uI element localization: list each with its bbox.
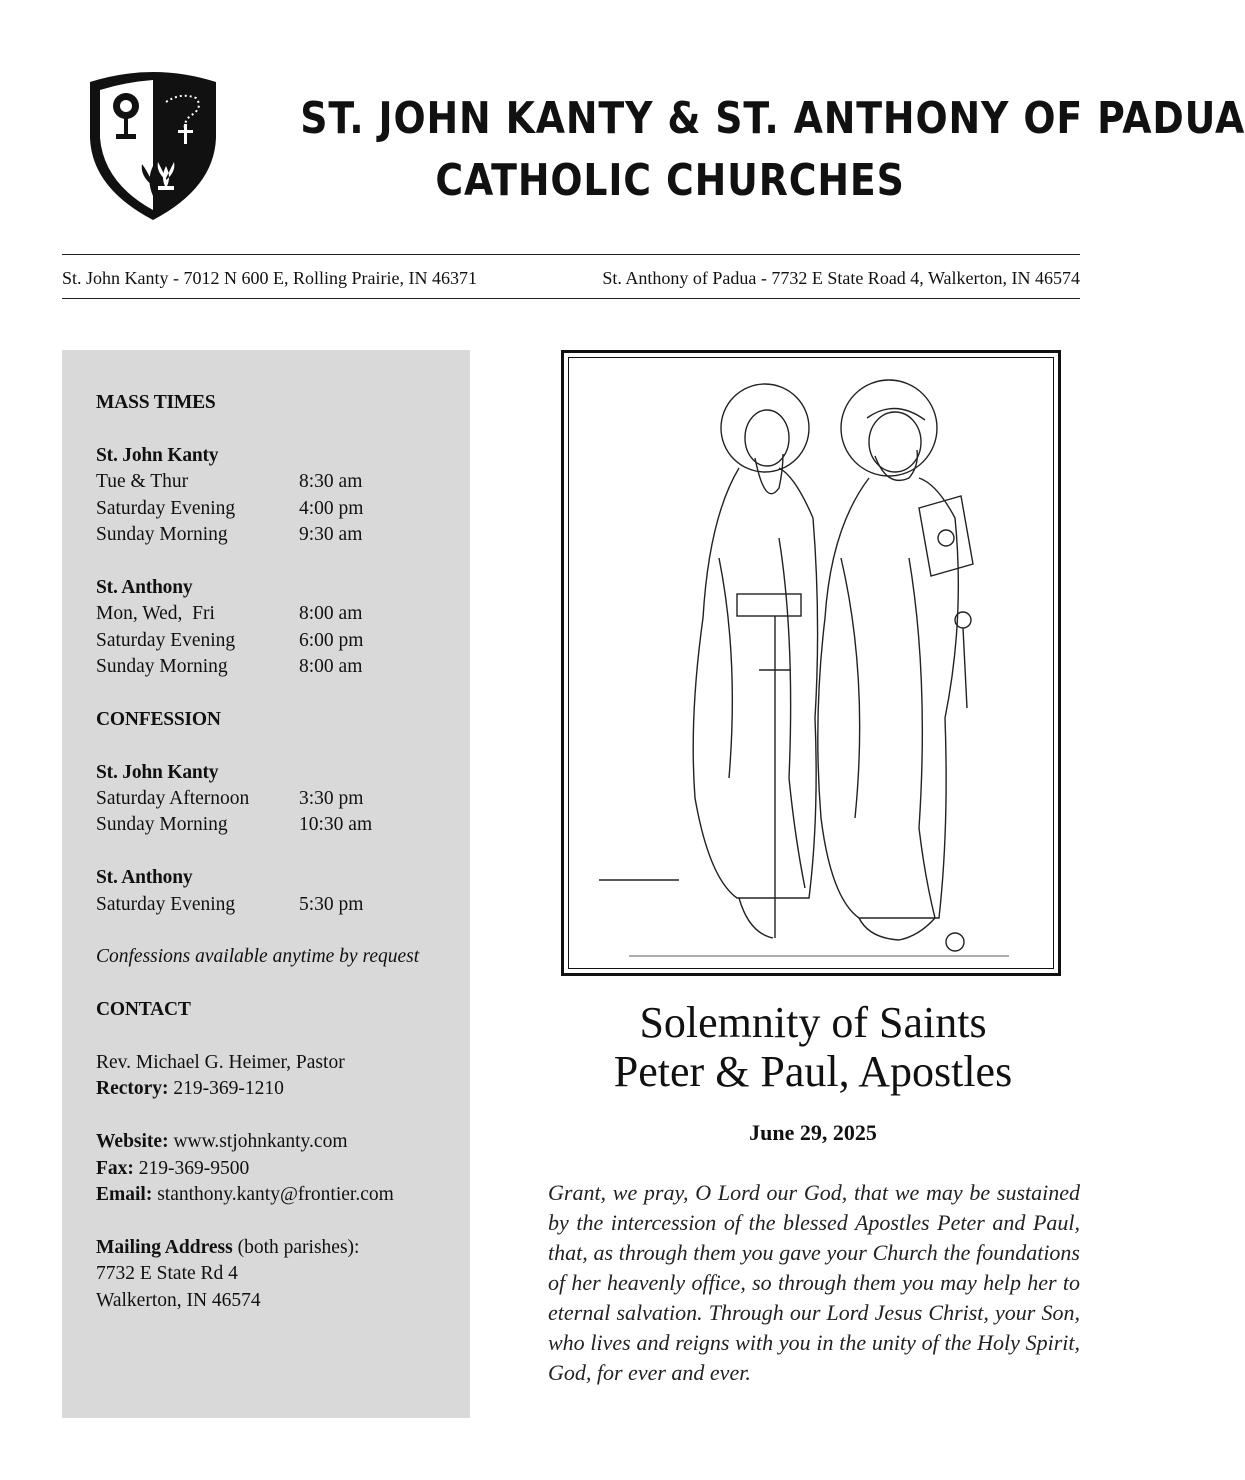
confession-note: Confessions available anytime by request [96, 946, 420, 968]
schedule-row: Sunday Morning 9:30 am [96, 524, 363, 546]
title-line-1: ST. JOHN KANTY & ST. ANTHONY OF PADUA [300, 93, 1245, 144]
schedule-row: Mon, Wed, Fri 8:00 am [96, 603, 363, 625]
schedule-row: Sunday Morning 8:00 am [96, 656, 363, 678]
pastor-name: Rev. Michael G. Heimer, Pastor [96, 1052, 345, 1074]
website-link[interactable]: www.stjohnkanty.com [168, 1131, 348, 1153]
schedule-row: Saturday Afternoon 3:30 pm [96, 788, 364, 810]
contact-heading: CONTACT [96, 999, 191, 1021]
confession-heading: CONFESSION [96, 708, 221, 730]
mailing-address-line-2: Walkerton, IN 46574 [96, 1289, 261, 1311]
rectory-line: Rectory: 219-369-1210 [96, 1078, 284, 1100]
fax-line: Fax: 219-369-9500 [96, 1157, 250, 1179]
conf-sjk-heading: St. John Kanty [96, 761, 219, 783]
mailing-line: Mailing Address (both parishes): [96, 1236, 360, 1258]
mass-sta-heading: St. Anthony [96, 576, 193, 598]
schedule-row: Saturday Evening 5:30 pm [96, 893, 364, 915]
parish-title [300, 88, 1245, 212]
feast-title [540, 998, 1086, 1096]
website-line: Website: www.stjohnkanty.com [96, 1131, 348, 1153]
mass-sjk-heading: St. John Kanty [96, 444, 219, 466]
conf-sta-heading: St. Anthony [96, 867, 193, 889]
header-bottom-rule [62, 298, 1080, 299]
info-sidebar [62, 350, 470, 1418]
parish-shield-logo-icon [86, 68, 220, 222]
mass-times-heading: MASS TIMES [96, 392, 216, 413]
email-line: Email: stanthony.kanty@frontier.com [96, 1184, 394, 1206]
schedule-row: Saturday Evening 4:00 pm [96, 497, 364, 519]
mailing-address-line-1: 7732 E State Rd 4 [96, 1263, 238, 1285]
feast-title-line-2: Peter & Paul, Apostles [613, 1047, 1013, 1096]
saints-illustration-frame [561, 350, 1061, 976]
title-line-2: CATHOLIC CHURCHES [435, 155, 905, 206]
schedule-row: Saturday Evening 6:00 pm [96, 629, 364, 651]
saints-peter-paul-illustration-icon [569, 358, 1057, 972]
header-top-rule [62, 254, 1080, 255]
collect-prayer: Grant, we pray, O Lord our God, that we may be sustained by the intercession of the blessed Apostles Peter and Paul, that, as through them you gave your Church the foundations of her heavenly office, so through them you may help her to eternal salvation. Through our Lord Jesus Christ, your Son, who lives and reigns with you in the unity of the Holy Spirit, God, for ever and ever. [548, 1180, 1080, 1385]
bulletin-date: June 29, 2025 [749, 1120, 877, 1145]
address-st-john-kanty: St. John Kanty - 7012 N 600 E, Rolling Prairie, IN 46371 [62, 268, 477, 288]
feast-title-line-1: Solemnity of Saints [639, 998, 987, 1047]
address-st-anthony: St. Anthony of Padua - 7732 E State Road 4, Walkerton, IN 46574 [602, 268, 1080, 288]
email-link[interactable]: stanthony.kanty@frontier.com [152, 1184, 394, 1206]
schedule-row: Tue & Thur 8:30 am [96, 471, 363, 493]
schedule-row: Sunday Morning 10:30 am [96, 814, 373, 836]
